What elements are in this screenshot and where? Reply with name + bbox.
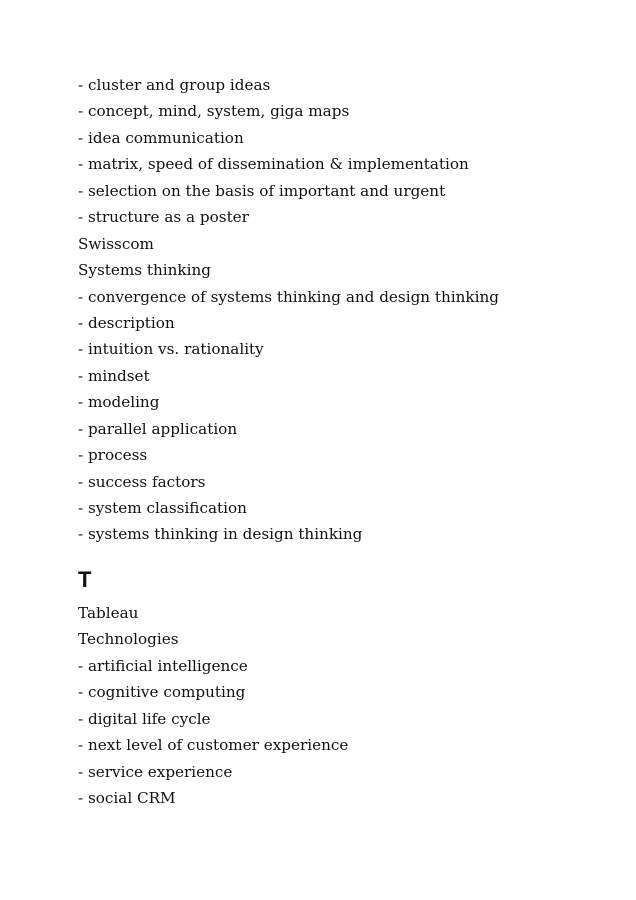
- index-entry: - system classification: [78, 499, 247, 517]
- index-section-s-continued: [78, 72, 598, 548]
- index-entry: - mindset: [78, 366, 150, 385]
- index-entry: - success factors: [78, 472, 206, 491]
- index-entry: - service experience: [78, 762, 233, 781]
- index-entry: - artificial intelligence: [78, 656, 248, 675]
- index-entry: - intuition vs. rationality: [78, 340, 264, 359]
- index-entry: - selection on the basis of important and urgent: [78, 181, 446, 200]
- index-entry: - convergence of systems thinking and design thinking: [78, 287, 499, 306]
- index-entry: - next level of customer experience: [78, 736, 349, 755]
- index-entry: - idea communication: [78, 128, 244, 147]
- index-entry: - structure as a poster: [78, 208, 249, 227]
- index-entry: - matrix, speed of dissemination & implementation: [78, 155, 469, 174]
- index-letter-heading: T: [78, 567, 92, 592]
- index-entry: - modeling: [78, 393, 160, 412]
- index-entry: - concept, mind, system, giga maps: [78, 102, 350, 121]
- index-entry: - cognitive computing: [78, 683, 246, 702]
- index-entry: - social CRM: [78, 789, 176, 808]
- index-entry: - parallel application: [78, 419, 238, 438]
- index-entry: Tableau: [78, 604, 139, 622]
- index-entry: Systems thinking: [78, 261, 211, 280]
- index-entry: - cluster and group ideas: [78, 76, 271, 94]
- index-entry: - process: [78, 446, 148, 465]
- index-section-t: [78, 600, 598, 812]
- index-entry: - systems thinking in design thinking: [78, 525, 363, 544]
- index-entry: - digital life cycle: [78, 709, 211, 728]
- index-entry: - description: [78, 313, 175, 332]
- index-entry: Swisscom: [78, 234, 154, 253]
- index-entry: Technologies: [78, 630, 179, 649]
